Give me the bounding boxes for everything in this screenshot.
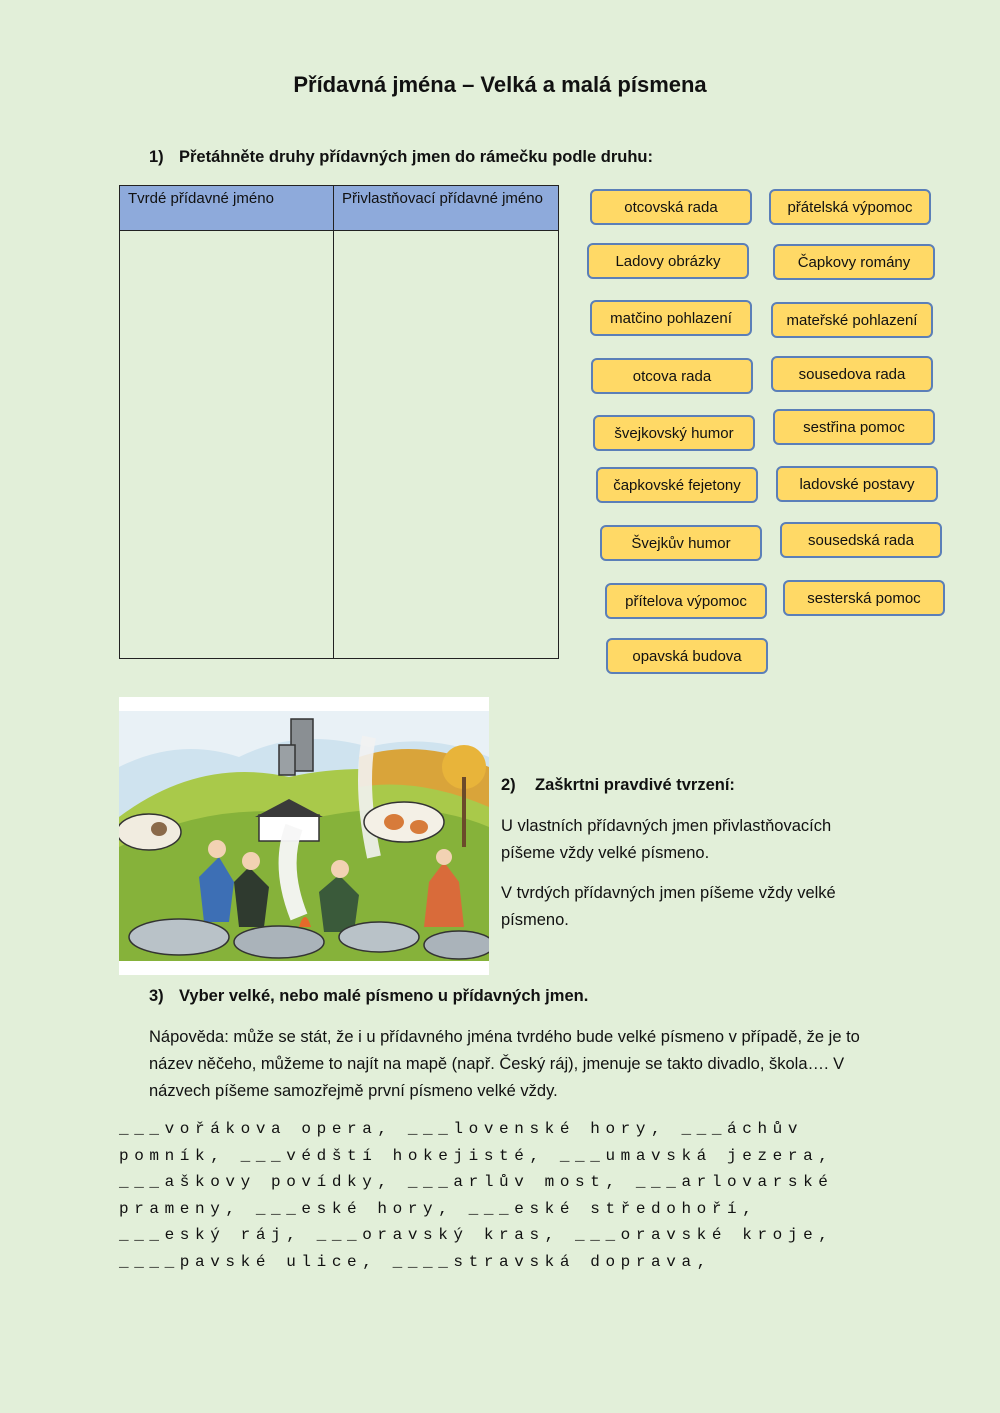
drag-tile[interactable]: sousedova rada	[771, 356, 933, 392]
fill-in-line[interactable]: ___aškovy povídky, ___arlův most, ___arlovarské	[119, 1173, 834, 1191]
column-header-possessive: Přivlastňovací přídavné jméno	[342, 190, 543, 207]
drag-tile[interactable]: Čapkovy romány	[773, 244, 935, 280]
drag-tile[interactable]: mateřské pohlazení	[771, 302, 933, 338]
statement-2[interactable]: V tvrdých přídavných jmen píšeme vždy velké písmeno.	[501, 884, 836, 929]
drag-tile[interactable]: Ladovy obrázky	[587, 243, 749, 279]
task3-number: 3)	[149, 987, 164, 1005]
countryside-illustration	[119, 697, 489, 975]
drag-tile[interactable]: otcova rada	[591, 358, 753, 394]
drag-tile[interactable]: čapkovské fejetony	[596, 467, 758, 503]
illustration-drawing	[119, 697, 489, 975]
fill-in-line[interactable]: ___vořákova opera, ___lovenské hory, ___áchův	[119, 1120, 804, 1138]
task3-heading-text: Vyber velké, nebo malé písmeno u přídavných jmen.	[179, 987, 589, 1005]
drag-tile[interactable]: ladovské postavy	[776, 466, 938, 502]
drag-tile[interactable]: sestřina pomoc	[773, 409, 935, 445]
drag-tile[interactable]: otcovská rada	[590, 189, 752, 225]
column-header-hard: Tvrdé přídavné jméno	[128, 190, 274, 207]
fill-in-line[interactable]: prameny, ___eské hory, ___eské středohoří,	[119, 1200, 758, 1218]
task2-heading-text: Zaškrtni pravdivé tvrzení:	[535, 776, 735, 794]
fill-in-line[interactable]: ____pavské ulice, ____stravská doprava,	[119, 1253, 712, 1271]
drag-tile[interactable]: matčino pohlazení	[590, 300, 752, 336]
drag-tile[interactable]: přítelova výpomoc	[605, 583, 767, 619]
statement-1[interactable]: U vlastních přídavných jmen přivlastňovacích píšeme vždy velké písmeno.	[501, 817, 832, 862]
task2-heading	[501, 776, 735, 795]
drag-tile[interactable]: sesterská pomoc	[783, 580, 945, 616]
drag-tile[interactable]: sousedská rada	[780, 522, 942, 558]
task3-hint: Nápověda: může se stát, že i u přídavného jména tvrdého bude velké písmeno v případě, že je to název něčeho, můžeme to najít na mapě (např. Český ráj), jmenuje se takto divadlo, škola…. V názvech píšeme samozřejmě první písmeno velké vždy.	[149, 1028, 860, 1100]
task1-heading	[149, 148, 653, 167]
fill-in-line[interactable]: ___eský ráj, ___oravský kras, ___oravské kroje,	[119, 1226, 834, 1244]
task1-number: 1)	[149, 148, 164, 166]
task3-heading	[149, 987, 588, 1006]
drag-tile[interactable]: přátelská výpomoc	[769, 189, 931, 225]
fill-in-line[interactable]: pomník, ___védští hokejisté, ___umavská jezera,	[119, 1147, 834, 1165]
task2-number: 2)	[501, 776, 516, 794]
drag-tile[interactable]: švejkovský humor	[593, 415, 755, 451]
task1-heading-text: Přetáhněte druhy přídavných jmen do rámečku podle druhu:	[179, 148, 654, 166]
page-title: Přídavná jména – Velká a malá písmena	[293, 72, 707, 97]
drag-tile[interactable]: opavská budova	[606, 638, 768, 674]
drop-zone-hard[interactable]	[120, 232, 332, 657]
drag-tile[interactable]: Švejkův humor	[600, 525, 762, 561]
sort-table	[119, 185, 559, 659]
drop-zone-possessive[interactable]	[334, 232, 558, 657]
